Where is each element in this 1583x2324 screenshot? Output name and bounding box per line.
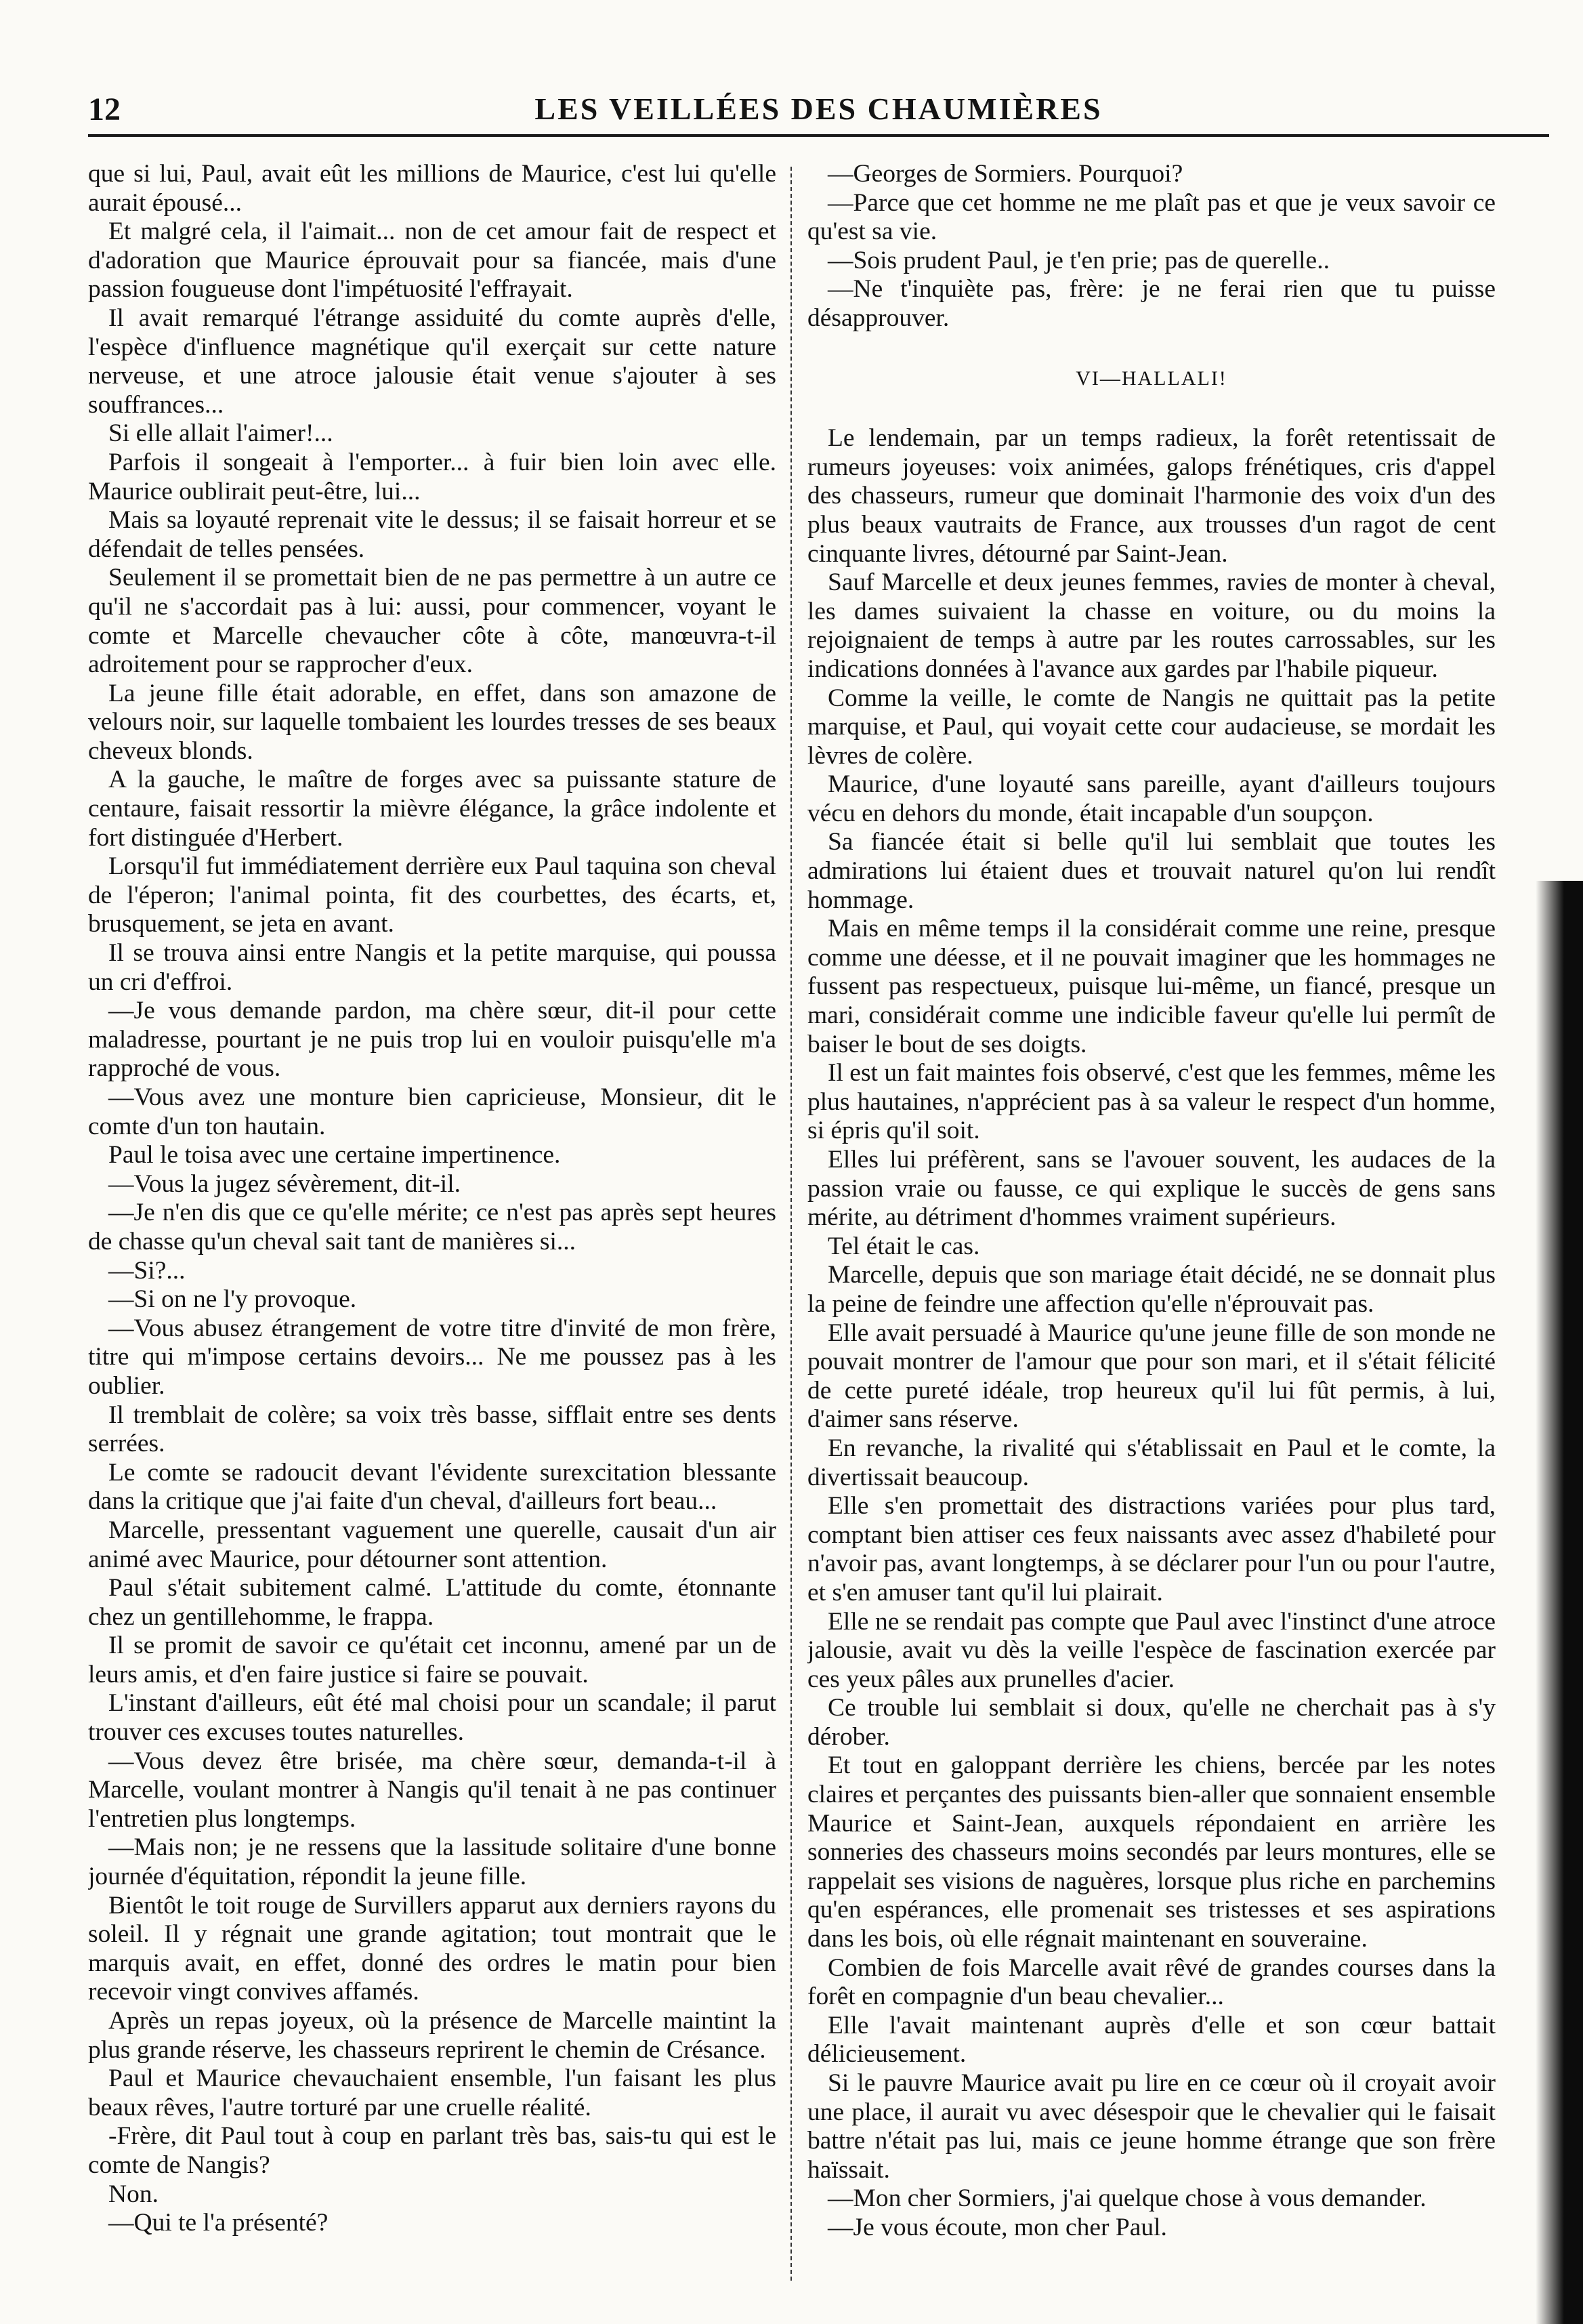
paragraph: Seulement il se promettait bien de ne pas permettre à un autre ce qu'il ne s'accordait pas à lui: aussi, pour commencer, voyant le comte et Marcelle chevaucher côte à côte, manœuvra-t-il adroitement pour se rapprocher d'eux. xyxy=(88,564,776,679)
paragraph: —Sois prudent Paul, je t'en prie; pas de querelle.. xyxy=(828,246,1330,274)
paragraph: Le lendemain, par un temps radieux, la forêt retentissait de rumeurs joyeuses: voix animées, galops frénétiques, cris d'appel des chasseurs, rumeur que dominait l'harmonie des voix d'un des plus beaux vautraits de France, aux trousses d'un ragot de cent cinquante livres, détourné par Saint-Jean. xyxy=(807,424,1496,568)
paragraph: Paul s'était subitement calmé. L'attitude du comte, étonnante chez un gentillehomme, le frappa. xyxy=(88,1574,776,1631)
paragraph: Mais sa loyauté reprenait vite le dessus; il se faisait horreur et se défendait de telles pensées. xyxy=(88,506,776,563)
section-heading: VI—HALLALI! xyxy=(1076,367,1227,390)
page-number: 12 xyxy=(88,91,121,127)
paragraph: Et malgré cela, il l'aimait... non de cet amour fait de respect et d'adoration que Maurice éprouvait pour sa fiancée, mais d'une passion fougueuse dont l'impétuosité l'effrayait. xyxy=(88,217,776,304)
text-columns xyxy=(88,160,1549,2315)
column-divider xyxy=(790,167,792,2281)
paragraph: —Je vous demande pardon, ma chère sœur, dit-il pour cette maladresse, pourtant je ne puis trop lui en vouloir puisqu'elle m'a rapproché de vous. xyxy=(88,997,776,1083)
paragraph: -Frère, dit Paul tout à coup en parlant très bas, sais-tu qui est le comte de Nangis? xyxy=(88,2122,776,2179)
paragraph: Ce trouble lui semblait si doux, qu'elle ne cherchait pas à s'y dérober. xyxy=(807,1694,1496,1751)
paragraph: que si lui, Paul, avait eût les millions de Maurice, c'est lui qu'elle aurait épousé... xyxy=(88,160,776,217)
paragraph: Marcelle, depuis que son mariage était décidé, ne se donnait plus la peine de feindre une affection qu'elle n'éprouvait pas. xyxy=(807,1261,1496,1318)
paragraph: Maurice, d'une loyauté sans pareille, ayant d'ailleurs toujours vécu en dehors du monde, était incapable d'un soupçon. xyxy=(807,770,1496,827)
paragraph: Paul et Maurice chevauchaient ensemble, l'un faisant les plus beaux rêves, l'autre torturé par une cruelle réalité. xyxy=(88,2064,776,2121)
paragraph: —Georges de Sormiers. Pourquoi? xyxy=(828,160,1183,188)
running-title: LES VEILLÉES DES CHAUMIÈRES xyxy=(534,91,1103,126)
paragraph: La jeune fille était adorable, en effet, dans son amazone de velours noir, sur laquelle tombaient les lourdes tresses de ses beaux cheveux blonds. xyxy=(88,679,776,765)
paragraph: —Vous la jugez sévèrement, dit-il. xyxy=(108,1169,461,1198)
paragraph: Non. xyxy=(108,2180,159,2208)
paragraph: Il tremblait de colère; sa voix très basse, sifflait entre ses dents serrées. xyxy=(88,1400,776,1458)
paragraph: Elle avait persuadé à Maurice qu'une jeune fille de son monde ne pouvait montrer de l'amour que pour son mari, et il s'était félicité de cette pureté idéale, trop heureux qu'il lui fût permis, à lui, d'aimer sans réserve. xyxy=(807,1319,1496,1434)
paragraph: Il se trouva ainsi entre Nangis et la petite marquise, qui poussa un cri d'effroi. xyxy=(88,939,776,996)
paragraph: Bientôt le toit rouge de Survillers apparut aux derniers rayons du soleil. Il y régnait une grande agitation; tout montrait que le marquis avait, en effet, donné des ordres le matin pour bien recevoir vingt convives affamés. xyxy=(88,1891,776,2006)
paragraph: Il avait remarqué l'étrange assiduité du comte auprès d'elle, l'espèce d'influence magnétique qu'il exerçait sur cette nature nerveuse, et une atroce jalousie était venue s'ajouter à ses souffrances... xyxy=(88,304,776,419)
paragraph: —Ne t'inquiète pas, frère: je ne ferai rien que tu puisse désapprouver. xyxy=(807,275,1496,332)
paragraph: Il est un fait maintes fois observé, c'est que les femmes, même les plus hautaines, n'apprécient pas à sa valeur le respect d'un homme, si épris qu'il soit. xyxy=(807,1059,1496,1145)
paragraph: Lorsqu'il fut immédiatement derrière eux Paul taquina son cheval de l'éperon; l'animal pointa, fit des courbettes, des écarts, et, brusquement, se jeta en avant. xyxy=(88,852,776,938)
paragraph: Si le pauvre Maurice avait pu lire en ce cœur où il croyait avoir une place, il aurait vu avec désespoir que le chevalier qui le faisait battre n'était pas lui, mais ce jeune homme étrange que son frère haïssait. xyxy=(807,2069,1496,2184)
paragraph: Elle ne se rendait pas compte que Paul avec l'instinct d'une atroce jalousie, avait vu dès la veille l'espèce de fascination exercée par ces yeux pâles aux prunelles d'acier. xyxy=(807,1607,1496,1693)
paragraph: En revanche, la rivalité qui s'établissait en Paul et le comte, la divertissait beaucoup. xyxy=(807,1434,1496,1491)
paragraph: Elle s'en promettait des distractions variées pour plus tard, comptant bien attiser ces feux naissants avec assez d'habileté pour n'avoir pas, avant longtemps, à se déclarer pour l'un ou pour l'autre, et s'en amuser tant qu'il lui plairait. xyxy=(807,1492,1496,1606)
paragraph: Tel était le cas. xyxy=(828,1232,980,1260)
left-column xyxy=(88,160,776,2301)
paragraph: Combien de fois Marcelle avait rêvé de grandes courses dans la forêt en compagnie d'un beau chevalier... xyxy=(807,1953,1496,2011)
paragraph: —Mais non; je ne ressens que la lassitude solitaire d'une bonne journée d'équitation, répondit la jeune fille. xyxy=(88,1833,776,1891)
paragraph: —Si?... xyxy=(108,1256,186,1285)
paragraph: —Si on ne l'y provoque. xyxy=(108,1285,357,1314)
paragraph: —Vous abusez étrangement de votre titre d'invité de mon frère, titre qui m'impose certains devoirs... Ne me poussez pas à les oublier. xyxy=(88,1314,776,1400)
paragraph: Mais en même temps il la considérait comme une reine, presque comme une déesse, et il ne pouvait imaginer que les hommages ne fussent pas respectueux, puisque lui-même, un fiancé, presque un mari, considérait comme une indicible faveur qu'elle lui permît de baiser le bout de ses doigts. xyxy=(807,915,1496,1058)
paragraph: —Je vous écoute, mon cher Paul. xyxy=(828,2213,1167,2241)
paragraph: Parfois il songeait à l'emporter... à fuir bien loin avec elle. Maurice oublirait peut-être, lui... xyxy=(88,448,776,505)
paragraph: —Vous devez être brisée, ma chère sœur, demanda-t-il à Marcelle, voulant montrer à Nangis qu'il tenait à ne pas continuer l'entretien plus longtemps. xyxy=(88,1747,776,1833)
paragraph: Elle l'avait maintenant auprès d'elle et son cœur battait délicieusement. xyxy=(807,2011,1496,2069)
paragraph: Comme la veille, le comte de Nangis ne quittait pas la petite marquise, et Paul, qui voyait cette cour audacieuse, se mordait les lèvres de colère. xyxy=(807,684,1496,770)
right-column xyxy=(807,160,1496,2301)
paragraph: —Vous avez une monture bien capricieuse, Monsieur, dit le comte d'un ton hautain. xyxy=(88,1083,776,1140)
paragraph: Et tout en galoppant derrière les chiens, bercée par les notes claires et perçantes des puissants bien-aller que sonnaient ensemble Maurice et Saint-Jean, auxquels répondaient en arrière les sonneries des chasseurs moins secondés par leurs montures, elle se rappelait ses visions de naguères, lorsque plus riche en parchemins qu'en espérances, elle promenait ses tristesses et ses aspirations dans les bois, où elle régnait maintenant en souveraine. xyxy=(807,1751,1496,1953)
paragraph: Elles lui préfèrent, sans se l'avouer souvent, les audaces de la passion vraie ou fausse, ce qui explique le succès de gens sans mérite, au détriment d'hommes vraiment supérieurs. xyxy=(807,1146,1496,1232)
paragraph: —Mon cher Sormiers, j'ai quelque chose à vous demander. xyxy=(828,2184,1427,2213)
page-binding-shadow xyxy=(1536,881,1583,2324)
paragraph: Après un repas joyeux, où la présence de Marcelle maintint la plus grande réserve, les chasseurs reprirent le chemin de Crésance. xyxy=(88,2007,776,2064)
page-header xyxy=(88,81,1549,137)
paragraph: Marcelle, pressentant vaguement une querelle, causait d'un air animé avec Maurice, pour détourner sont attention. xyxy=(88,1516,776,1573)
paragraph: —Je n'en dis que ce qu'elle mérite; ce n'est pas après sept heures de chasse qu'un cheval sait tant de manières si... xyxy=(88,1199,776,1256)
paragraph: —Qui te l'a présenté? xyxy=(108,2209,329,2237)
paragraph: Si elle allait l'aimer!... xyxy=(108,419,333,448)
paragraph: A la gauche, le maître de forges avec sa puissante stature de centaure, faisait ressortir la mièvre élégance, la grâce indolente et fort distinguée d'Herbert. xyxy=(88,766,776,852)
paragraph: Paul le toisa avec une certaine impertinence. xyxy=(108,1141,561,1169)
paragraph: —Parce que cet homme ne me plaît pas et que je veux savoir ce qu'est sa vie. xyxy=(807,188,1496,246)
paragraph: Sa fiancée était si belle qu'il lui semblait que toutes les admirations lui étaient dues et trouvait naturel qu'on lui rendît hommage. xyxy=(807,828,1496,914)
paragraph: Sauf Marcelle et deux jeunes femmes, ravies de monter à cheval, les dames suivaient la chasse en voiture, ou du moins la rejoignaient de temps à autre par les routes carrossables, sur les indications données à l'avance aux gardes par l'habile piqueur. xyxy=(807,568,1496,683)
paragraph: L'instant d'ailleurs, eût été mal choisi pour un scandale; il parut trouver ces excuses toutes naturelles. xyxy=(88,1689,776,1747)
paragraph: Il se promit de savoir ce qu'était cet inconnu, amené par un de leurs amis, et d'en faire justice si faire se pouvait. xyxy=(88,1632,776,1688)
paragraph: Le comte se radoucit devant l'évidente surexcitation blessante dans la critique que j'ai faite d'un cheval, d'ailleurs fort beau... xyxy=(88,1458,776,1516)
